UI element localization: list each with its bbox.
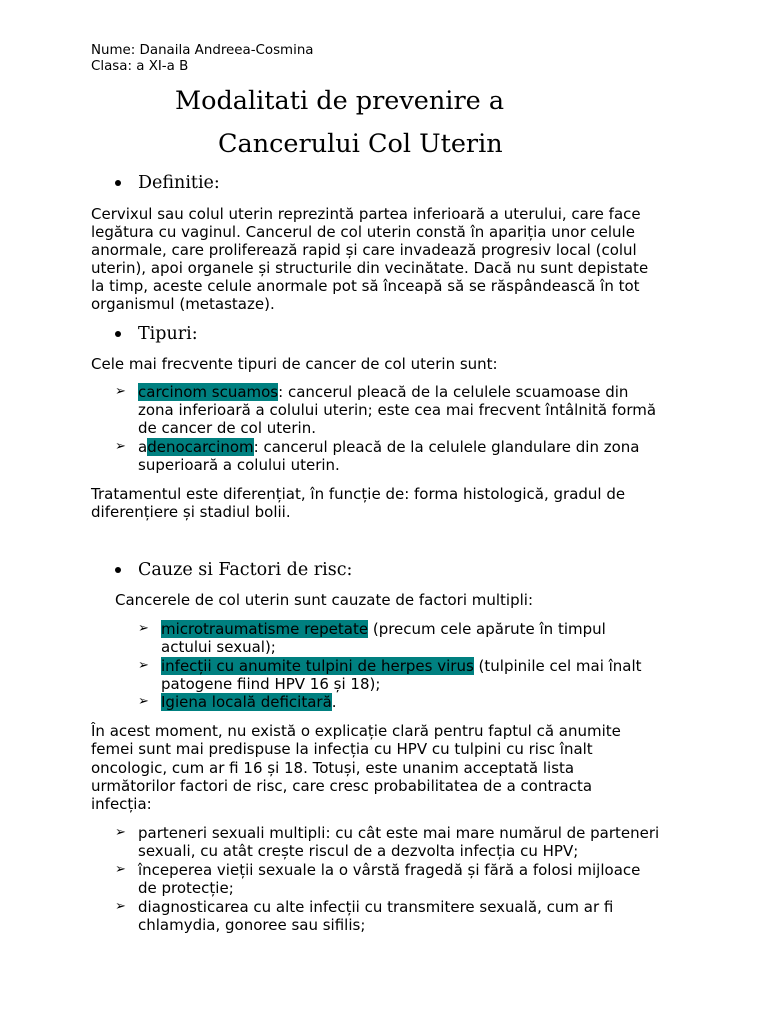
risk-factor-item: diagnosticarea cu alte infecții cu transmitere sexuală, cum ar fi bbox=[138, 898, 614, 916]
cauze-paragraph-line: următorilor factori de risc, care cresc probabilitatea de a contracta bbox=[91, 777, 593, 795]
arrowhead-bullet-icon: ➢ bbox=[138, 621, 149, 636]
definitie-line: Cervixul sau colul uterin reprezintă partea inferioară a uterului, care face bbox=[91, 205, 641, 223]
arrowhead-bullet-icon: ➢ bbox=[115, 899, 126, 914]
bullet-icon bbox=[115, 331, 121, 337]
heading-definitie: Definitie: bbox=[138, 173, 220, 193]
definitie-line: organismul (metastaze). bbox=[91, 295, 275, 313]
definitie-line: uterin), apoi organele și structurile din vecinătate. Dacă nu sunt depistate bbox=[91, 259, 649, 277]
bullet-icon bbox=[115, 567, 121, 573]
cauze-paragraph-line: infecția: bbox=[91, 795, 152, 813]
bullet-icon bbox=[115, 180, 121, 186]
cauze-paragraph-line: femei sunt mai predispuse la infecția cu HPV cu tulpini cu risc înalt bbox=[91, 740, 593, 758]
list-item-continuation: superioară a colului uterin. bbox=[138, 456, 340, 474]
arrowhead-bullet-icon: ➢ bbox=[115, 825, 126, 840]
list-item: microtraumatisme repetate (precum cele apărute în timpul bbox=[161, 620, 606, 638]
list-item: Igiena locală deficitară. bbox=[161, 693, 337, 711]
list-item-continuation: actului sexual); bbox=[161, 638, 276, 656]
risk-factor-item: parteneri sexuali multipli: cu cât este mai mare numărul de parteneri bbox=[138, 824, 660, 842]
risk-factor-item: începerea vieții sexuale la o vârstă fragedă și fără a folosi mijloace bbox=[138, 861, 641, 879]
student-class: Clasa: a XI-a B bbox=[91, 59, 189, 74]
arrowhead-bullet-icon: ➢ bbox=[115, 384, 126, 399]
highlighted-term: infecții cu anumite tulpini de herpes virus bbox=[161, 657, 474, 675]
risk-factor-continuation: de protecție; bbox=[138, 879, 234, 897]
risk-factor-continuation: chlamydia, gonoree sau sifilis; bbox=[138, 916, 366, 934]
document-title-line-2: Cancerului Col Uterin bbox=[218, 129, 503, 159]
list-item: infecții cu anumite tulpini de herpes virus (tulpinile cel mai înalt bbox=[161, 657, 642, 675]
highlighted-term: denocarcinom bbox=[147, 438, 254, 456]
cauze-paragraph-line: oncologic, cum ar fi 16 și 18. Totuși, este unanim acceptată lista bbox=[91, 759, 575, 777]
document-title-line-1: Modalitati de prevenire a bbox=[175, 86, 505, 116]
tipuri-after-line: diferențiere și stadiul bolii. bbox=[91, 503, 291, 521]
highlighted-term: Igiena locală deficitară bbox=[161, 693, 332, 711]
highlighted-term: microtraumatisme repetate bbox=[161, 620, 369, 638]
arrowhead-bullet-icon: ➢ bbox=[138, 658, 149, 673]
arrowhead-bullet-icon: ➢ bbox=[138, 694, 149, 709]
definitie-line: la timp, aceste celule anormale pot să înceapă să se răspândească în tot bbox=[91, 277, 640, 295]
list-item-continuation: zona inferioară a colului uterin; este cea mai frecvent întâlnită formă bbox=[138, 401, 657, 419]
risk-factor-continuation: sexuali, cu atât crește riscul de a dezvolta infecția cu HPV; bbox=[138, 842, 579, 860]
tipuri-after-line: Tratamentul este diferențiat, în funcție de: forma histologică, gradul de bbox=[91, 485, 626, 503]
list-item-continuation: patogene fiind HPV 16 și 18); bbox=[161, 675, 381, 693]
cauze-intro: Cancerele de col uterin sunt cauzate de factori multipli: bbox=[115, 591, 533, 609]
list-item: carcinom scuamos: cancerul pleacă de la celulele scuamoase din bbox=[138, 383, 629, 401]
cauze-paragraph-line: În acest moment, nu există o explicație clară pentru faptul că anumite bbox=[91, 722, 621, 740]
list-item-continuation: de cancer de col uterin. bbox=[138, 419, 316, 437]
definitie-line: legătura cu vaginul. Cancerul de col uterin constă în apariția unor celule bbox=[91, 223, 635, 241]
arrowhead-bullet-icon: ➢ bbox=[115, 862, 126, 877]
definitie-line: anormale, care proliferează rapid și care invadează progresiv local (colul bbox=[91, 241, 637, 259]
heading-tipuri: Tipuri: bbox=[138, 324, 198, 344]
arrowhead-bullet-icon: ➢ bbox=[115, 439, 126, 454]
student-name: Nume: Danaila Andreea-Cosmina bbox=[91, 43, 314, 58]
list-item: adenocarcinom: cancerul pleacă de la celulele glandulare din zona bbox=[138, 438, 640, 456]
tipuri-intro: Cele mai frecvente tipuri de cancer de col uterin sunt: bbox=[91, 355, 498, 373]
highlighted-term: carcinom scuamos bbox=[138, 383, 279, 401]
heading-cauze: Cauze si Factori de risc: bbox=[138, 560, 353, 580]
